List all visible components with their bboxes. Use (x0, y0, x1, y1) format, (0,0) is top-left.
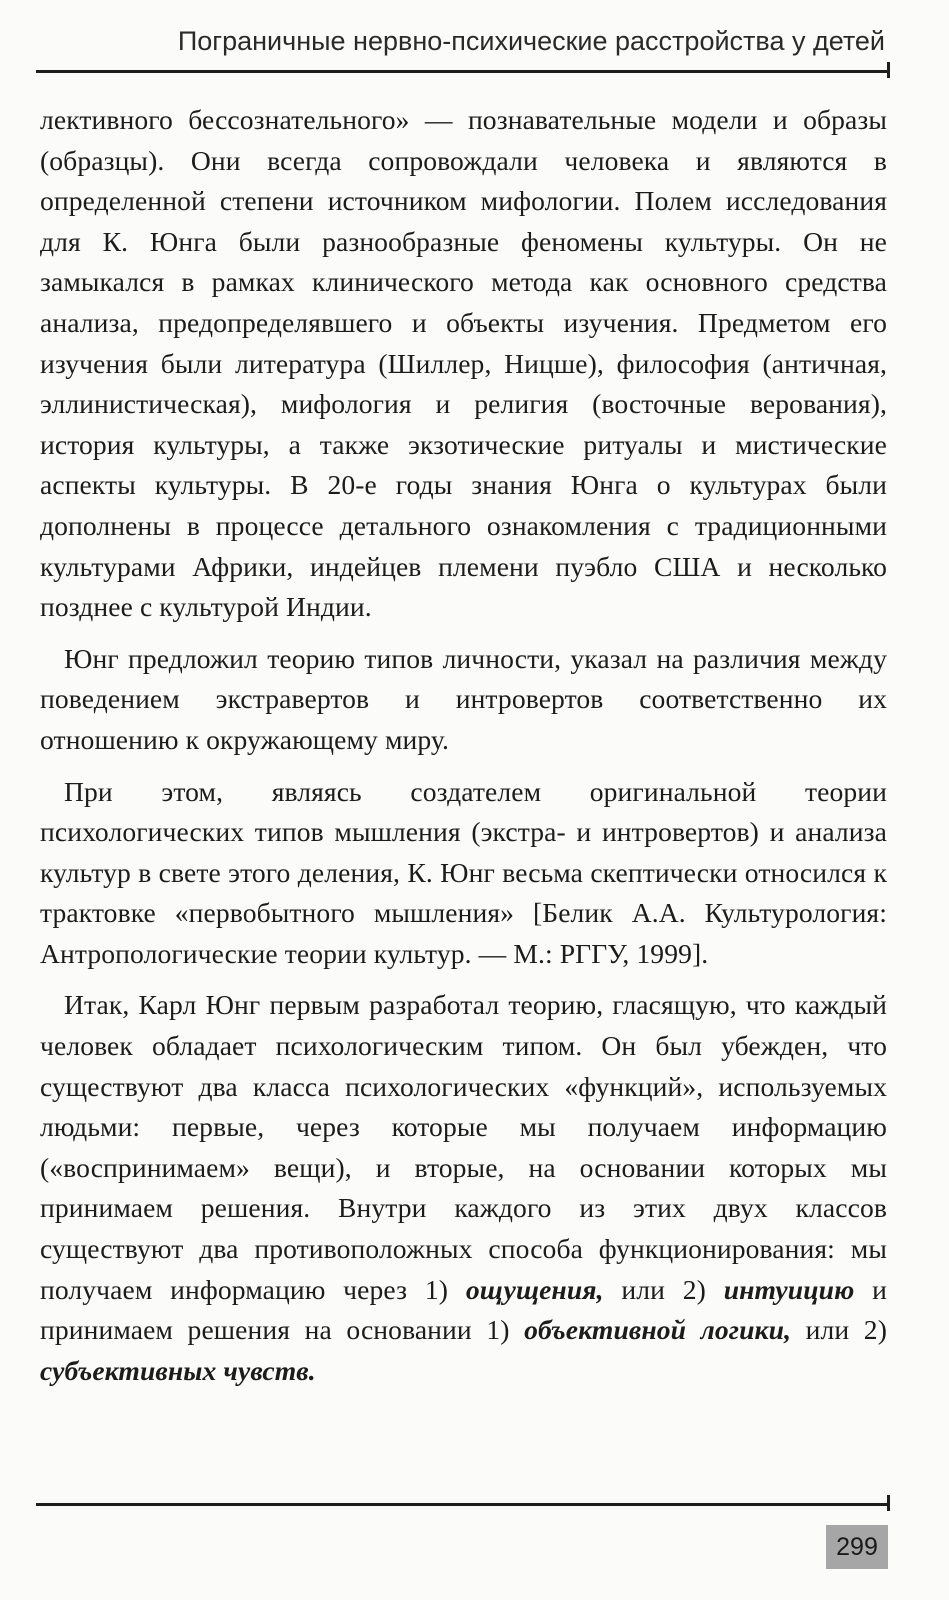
italic-term-feelings: субъективных чувств. (40, 1354, 316, 1386)
footer-rule-tick (887, 1495, 890, 1511)
page-number: 299 (826, 1525, 888, 1569)
header-rule (36, 70, 889, 73)
italic-term-intuition: интуицию (723, 1273, 855, 1305)
paragraph-2: Юнг предложил теорию типов личности, указал на различия между поведением экстравертов и интровертов соответственно их отношению к окружающему миру. (40, 642, 887, 755)
italic-term-sensing: ощущения, (465, 1273, 604, 1305)
header-rule-tick (887, 62, 890, 78)
paragraph-4-text-2: или 2) (603, 1273, 724, 1305)
paragraph-4-text-3: и принимаем решения на основании 1) (40, 1273, 887, 1346)
paragraph-4-text-4: или 2) (791, 1314, 887, 1346)
paragraph-3: При этом, являясь создателем оригинальной теории психологических типов мышления (экстра- и интровертов) и анализа культур в свете этого деления, К. Юнг весьма скептически относился к трактовке «первобытного мышления» [Белик А.А. Культурология: Антропологические теории культур. — М.: РГГУ, 1999]. (40, 775, 887, 969)
paragraph-4 (40, 985, 887, 1391)
running-header: Пограничные нервно-психические расстройства у детей (177, 26, 885, 56)
paragraph-4-text-1: Итак, Карл Юнг первым разработал теорию, гласящую, что каждый человек обладает психологическим типом. Он был убежден, что существуют два класса психологических «функций», используемых людьми: первые, через которые мы получаем информацию («воспринимаем» вещи), и вторые, на основании которых мы принимаем решения. Внутри каждого из этих двух классов существуют два противоположных способа функционирования: мы получаем информацию через 1) (40, 989, 887, 1305)
body-text (40, 100, 887, 1391)
paragraph-1: лективного бессознательного» — познавательные модели и образы (образцы). Они всегда сопровождали человека и являются в определенной степени источником мифологии. Полем исследования для К. Юнга были разнообразные феномены культуры. Он не замыкался в рамках клинического метода как основного средства анализа, предопределявшего и объекты изучения. Предметом его изучения были литература (Шиллер, Ницше), философия (античная, эллинистическая), мифология и религия (восточные верования), история культуры, а также экзотические ритуалы и мистические аспекты культуры. В 20-е годы знания Юнга о культурах были дополнены в процессе детального ознакомления с традиционными культурами Африки, индейцев племени пуэбло США и несколько позднее с культурой Индии. (40, 104, 887, 623)
italic-term-logic: объективной логики, (524, 1314, 792, 1346)
footer-rule (36, 1503, 889, 1506)
